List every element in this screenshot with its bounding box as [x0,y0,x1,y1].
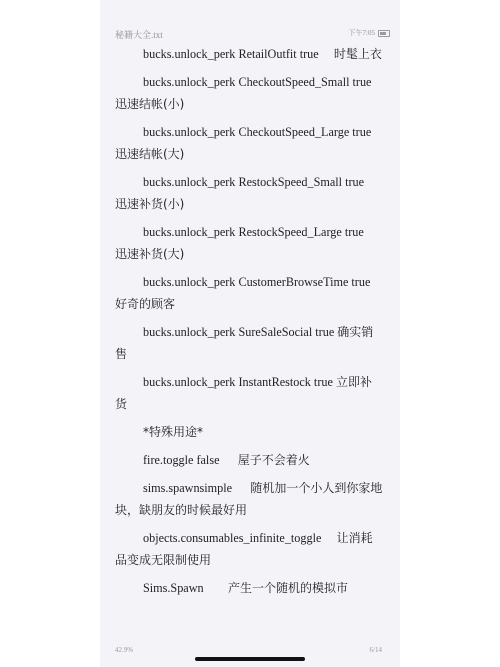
text-paragraph [115,271,383,315]
text-paragraph [115,43,383,65]
cheat-code: bucks.unlock_perk CheckoutSpeed_Small true [143,75,372,89]
cheat-description: 迅速结帐(大) [115,147,185,161]
cheat-description: 立即补货 [115,375,372,411]
text-paragraph [115,221,383,265]
cheat-code: Sims.Spawn [143,581,204,595]
cheat-description: 迅速补货(小) [115,197,185,211]
cheat-description: 随机加一个小人到你家地块，缺朋友的时候最好用 [115,481,383,517]
text-content [115,43,383,605]
spacing [321,531,336,545]
cheat-code: sims.spawnsimple [143,481,233,495]
cheat-code: bucks.unlock_perk InstantRestock true [143,375,333,389]
text-paragraph [115,577,383,599]
text-paragraph [115,171,383,215]
text-paragraph [115,421,383,443]
spacing [219,453,237,467]
cheat-description: 让消耗品变成无限制使用 [115,531,373,567]
spacing [371,75,386,89]
cheat-description: 迅速结帐(小) [115,97,185,111]
cheat-code: bucks.unlock_perk RetailOutfit true [143,47,319,61]
spacing [371,125,386,139]
page-number: 6/14 [369,646,382,654]
home-indicator[interactable] [195,657,305,661]
cheat-description: 屋子不会着火 [237,453,310,467]
spacing [319,47,334,61]
reading-progress: 42.9% [115,646,134,654]
text-paragraph [115,71,383,115]
text-paragraph [115,371,383,415]
spacing [364,175,379,189]
cheat-description: 迅速补货(大) [115,247,185,261]
battery-icon [378,30,390,37]
spacing [204,581,228,595]
cheat-code: objects.consumables_infinite_toggle [143,531,322,545]
cheat-description: 产生一个随机的模拟市 [228,581,349,595]
cheat-code: bucks.unlock_perk CustomerBrowseTime true [143,275,371,289]
cheat-code: bucks.unlock_perk SureSaleSocial true [143,325,335,339]
cheat-code: fire.toggle false [143,453,220,467]
cheat-description: *特殊用途* [143,425,204,439]
status-clock [349,28,390,38]
cheat-code: bucks.unlock_perk CheckoutSpeed_Large true [143,125,372,139]
cheat-code: bucks.unlock_perk RestockSpeed_Small true [143,175,365,189]
time-text: 下午7:05 [348,29,375,37]
reader-page [100,0,400,667]
spacing [370,275,385,289]
cheat-code: bucks.unlock_perk RestockSpeed_Large true [143,225,364,239]
file-title: 秘籍大全.txt [115,30,163,40]
text-paragraph [115,121,383,165]
cheat-description: 确实销售 [115,325,374,361]
text-paragraph [115,449,383,471]
spacing [232,481,250,495]
text-paragraph [115,527,383,571]
text-paragraph [115,321,383,365]
spacing [364,225,379,239]
text-paragraph [115,477,383,521]
cheat-description: 时髦上衣 [333,47,382,61]
cheat-description: 好奇的顾客 [115,297,176,311]
